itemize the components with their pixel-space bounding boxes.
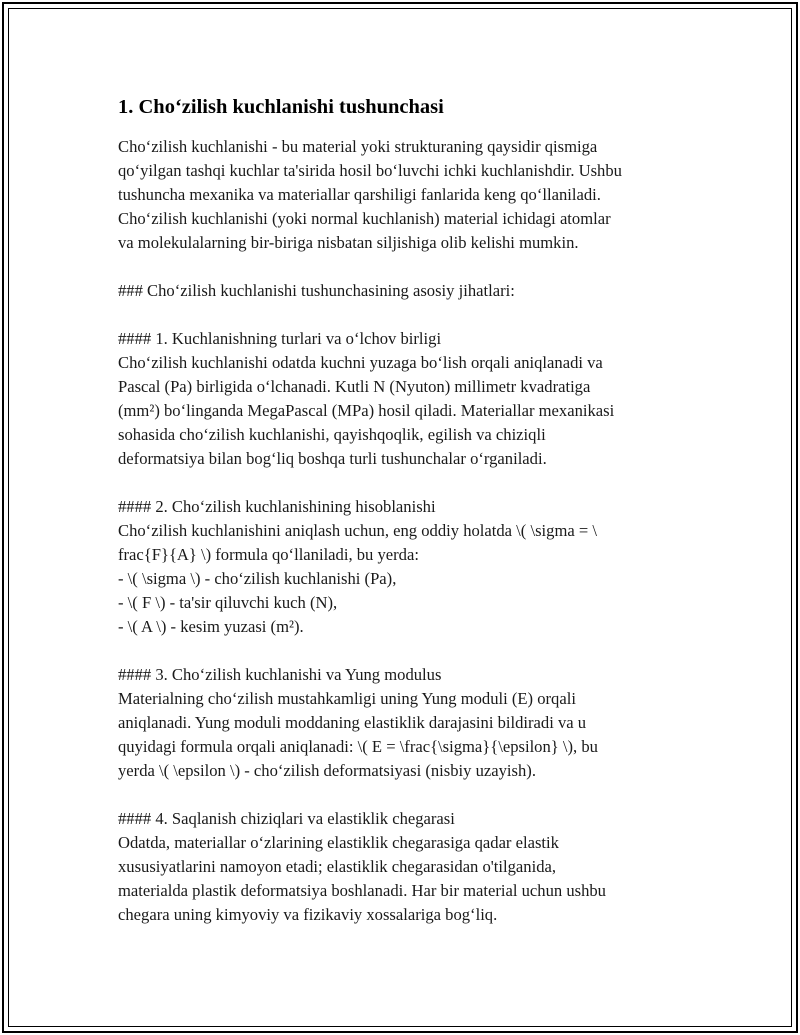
section-4-heading: #### 4. Saqlanish chiziqlari va elastiklik chegarasi <box>118 809 455 828</box>
section-3-line: Materialning cho‘zilish mustahkamligi uning Yung moduli (E) orqali <box>118 689 576 708</box>
section-4-line: chegara uning kimyoviy va fizikaviy xossalariga bog‘liq. <box>118 905 498 924</box>
section-1-line: Cho‘zilish kuchlanishi odatda kuchni yuzaga bo‘lish orqali aniqlanadi va <box>118 353 603 372</box>
intro-line: Cho‘zilish kuchlanishi - bu material yoki strukturaning qaysidir qismiga <box>118 137 598 156</box>
paragraph-gap <box>118 639 693 663</box>
paragraph-gap <box>118 255 693 279</box>
paragraph-gap <box>118 783 693 807</box>
section-4-line: xususiyatlarini namoyon etadi; elastiklik chegarasidan o'tilganida, <box>118 857 557 876</box>
section-3-heading: #### 3. Cho‘zilish kuchlanishi va Yung modulus <box>118 665 442 684</box>
paragraph-gap <box>118 471 693 495</box>
section-2-line: Cho‘zilish kuchlanishini aniqlash uchun, eng oddiy holatda \( \sigma = \ <box>118 521 597 540</box>
intro-line: Cho‘zilish kuchlanishi (yoki normal kuchlanish) material ichidagi atomlar <box>118 209 611 228</box>
section-2-line: - \( A \) - kesim yuzasi (m²). <box>118 617 304 636</box>
section-4-line: materialda plastik deformatsiya boshlanadi. Har bir material uchun ushbu <box>118 881 606 900</box>
section-4 <box>118 807 693 927</box>
section-1-line: deformatsiya bilan bog‘liq boshqa turli tushunchalar o‘rganiladi. <box>118 449 547 468</box>
section-3-line: yerda \( \epsilon \) - cho‘zilish deformatsiyasi (nisbiy uzayish). <box>118 761 536 780</box>
section-3-line: quyidagi formula orqali aniqlanadi: \( E = \frac{\sigma}{\epsilon} \), bu <box>118 737 598 756</box>
section-1-line: Pascal (Pa) birligida o‘lchanadi. Kutli N (Nyuton) millimetr kvadratiga <box>118 377 591 396</box>
section-3-line: aniqlanadi. Yung moduli moddaning elastiklik darajasini bildiradi va u <box>118 713 587 732</box>
intro-line: tushuncha mexanika va materiallar qarshiligi fanlarida keng qo‘llaniladi. <box>118 185 601 204</box>
intro-line: qo‘yilgan tashqi kuchlar ta'sirida hosil bo‘luvchi ichki kuchlanishdir. Ushbu <box>118 161 622 180</box>
document-content <box>118 92 693 927</box>
intro-paragraph <box>118 135 693 255</box>
subheading: ### Cho‘zilish kuchlanishi tushunchasining asosiy jihatlari: <box>118 281 515 300</box>
section-2 <box>118 495 693 639</box>
section-2-line: frac{F}{A} \) formula qo‘llaniladi, bu yerda: <box>118 545 419 564</box>
section-2-line: - \( \sigma \) - cho‘zilish kuchlanishi (Pa), <box>118 569 397 588</box>
section-1 <box>118 327 693 471</box>
section-2-line: - \( F \) - ta'sir qiluvchi kuch (N), <box>118 593 338 612</box>
section-4-line: Odatda, materiallar o‘zlarining elastiklik chegarasiga qadar elastik <box>118 833 559 852</box>
intro-line: va molekulalarning bir-biriga nisbatan siljishiga olib kelishi mumkin. <box>118 233 579 252</box>
document-title: 1. Cho‘zilish kuchlanishi tushunchasi <box>118 96 444 118</box>
section-3 <box>118 663 693 783</box>
section-1-heading: #### 1. Kuchlanishning turlari va o‘lchov birligi <box>118 329 442 348</box>
section-2-heading: #### 2. Cho‘zilish kuchlanishining hisoblanishi <box>118 497 436 516</box>
section-1-line: (mm²) bo‘linganda MegaPascal (MPa) hosil qiladi. Materiallar mexanikasi <box>118 401 615 420</box>
paragraph-gap <box>118 303 693 327</box>
section-1-line: sohasida cho‘zilish kuchlanishi, qayishqoqlik, egilish va chiziqli <box>118 425 546 444</box>
